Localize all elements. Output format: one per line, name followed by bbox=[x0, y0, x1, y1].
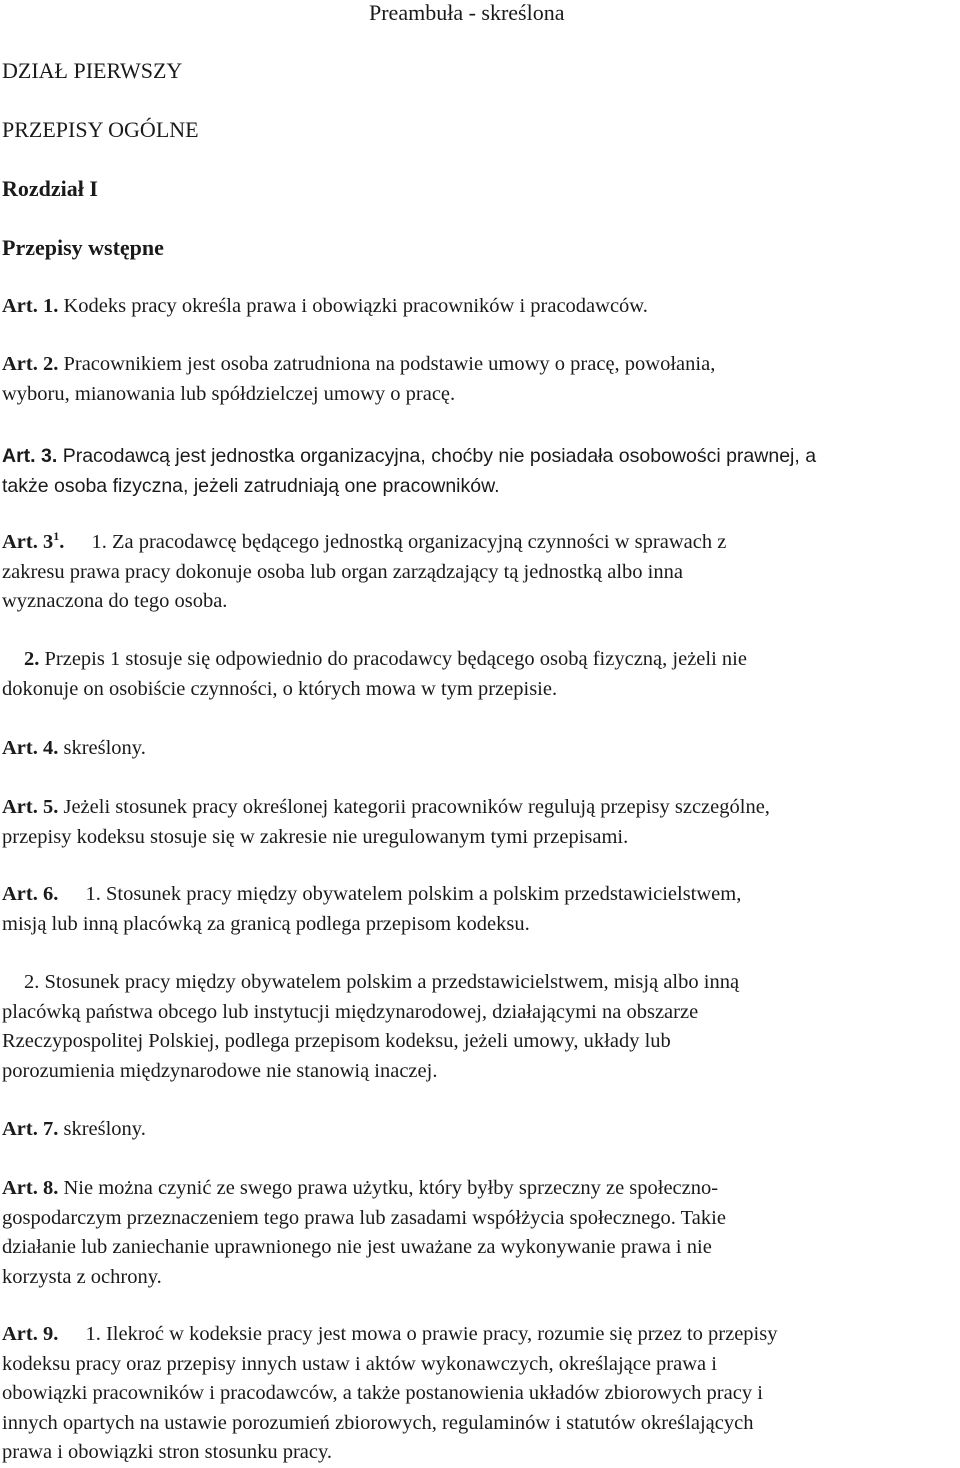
article-text: obowiązki pracowników i pracodawców, a także postanowienia układów zbiorowych pracy i bbox=[2, 1382, 763, 1404]
article-text: wyboru, mianowania lub spółdzielczej umowy o pracę. bbox=[2, 382, 456, 405]
article-text: przepisy kodeksu stosuje się w zakresie nie uregulowanym tymi przepisami. bbox=[2, 825, 629, 848]
article-text: Ilekroć w kodeksie pracy jest mowa o prawie pracy, rozumie się przez to przepisy bbox=[105, 1323, 778, 1345]
article-label: Art. 2. bbox=[2, 353, 59, 375]
article-label: Art. 9. bbox=[2, 1323, 59, 1345]
paragraph-text: Przepis 1 stosuje się odpowiednio do pracodawcy będącego osobą fizyczną, jeżeli nie bbox=[44, 648, 747, 670]
article-text: także osoba fizyczna, jeżeli zatrudniają one pracowników. bbox=[2, 474, 500, 497]
article-3-1-paragraph-2 bbox=[2, 645, 958, 704]
preamble-note: Preambuła - skreślona bbox=[369, 0, 565, 25]
paragraph-number: 1. bbox=[85, 883, 101, 905]
paragraph-text: Rzeczypospolitej Polskiej, podlega przepisom kodeksu, jeżeli umowy, układy lub bbox=[2, 1030, 671, 1052]
paragraph-text: Stosunek pracy między obywatelem polskim a polskim przedstawicielstwem, bbox=[105, 883, 742, 905]
paragraph-text: misją lub inną placówką za granicą podlega przepisom kodeksu. bbox=[2, 912, 530, 935]
article-1 bbox=[2, 292, 958, 322]
chapter-subtitle: Przepisy wstępne bbox=[2, 235, 164, 260]
article-text: skreślony. bbox=[63, 737, 146, 759]
paragraph-text: zakresu prawa pracy dokonuje osoba lub organ zarządzający tą jednostką albo inna bbox=[2, 560, 683, 583]
section-subtitle: PRZEPISY OGÓLNE bbox=[2, 117, 199, 142]
paragraph-text: dokonuje on osobiście czynności, o których mowa w tym przepisie. bbox=[2, 677, 558, 700]
paragraph-text: porozumienia międzynarodowe nie stanowią inaczej. bbox=[2, 1059, 438, 1082]
article-4 bbox=[2, 734, 958, 764]
article-text: Pracodawcą jest jednostka organizacyjna, choćby nie posiadała osobowości prawnej, a bbox=[62, 445, 817, 467]
paragraph-text: placówką państwa obcego lub instytucji międzynarodowej, działającymi na obszarze bbox=[2, 1000, 699, 1023]
article-9 bbox=[2, 1320, 958, 1468]
article-text: korzysta z ochrony. bbox=[2, 1265, 162, 1288]
paragraph-number: 1. bbox=[91, 531, 107, 553]
article-7 bbox=[2, 1115, 958, 1145]
paragraph-text: Za pracodawcę będącego jednostką organizacyjną czynności w sprawach z bbox=[111, 531, 727, 553]
article-text: Jeżeli stosunek pracy określonej kategorii pracowników regulują przepisy szczególne, bbox=[63, 796, 770, 818]
article-label: Art. 8. bbox=[2, 1177, 59, 1199]
article-label: Art. 7. bbox=[2, 1118, 59, 1140]
article-8 bbox=[2, 1174, 958, 1292]
paragraph-text: Stosunek pracy między obywatelem polskim a przedstawicielstwem, misją albo inną bbox=[44, 971, 740, 993]
article-text: kodeksu pracy oraz przepisy innych ustaw i aktów wykonawczych, określające prawa i bbox=[2, 1352, 717, 1375]
article-5 bbox=[2, 793, 958, 852]
paragraph-number: 2. bbox=[24, 648, 40, 670]
paragraph-number: 1. bbox=[85, 1323, 101, 1345]
paragraph-number: 2. bbox=[24, 971, 40, 993]
article-6 bbox=[2, 880, 958, 939]
section-title: DZIAŁ PIERWSZY bbox=[2, 58, 183, 83]
article-text: działanie lub zaniechanie uprawnionego nie jest uważane za wykonywanie prawa i nie bbox=[2, 1236, 712, 1258]
article-2 bbox=[2, 350, 958, 409]
article-label: Art. 1. bbox=[2, 295, 59, 317]
article-text: Pracownikiem jest osoba zatrudniona na podstawie umowy o pracę, powołania, bbox=[63, 353, 716, 375]
article-text: Kodeks pracy określa prawa i obowiązki pracowników i pracodawców. bbox=[63, 295, 648, 317]
article-text: Nie można czynić ze swego prawa użytku, który byłby sprzeczny ze społeczno- bbox=[63, 1177, 719, 1199]
article-label: Art. 4. bbox=[2, 737, 59, 759]
article-label bbox=[2, 531, 64, 553]
article-3 bbox=[2, 442, 958, 501]
article-label: Art. 3. bbox=[2, 445, 58, 467]
article-label-suffix: . bbox=[59, 531, 65, 553]
article-label: Art. 6. bbox=[2, 883, 59, 905]
article-superscript: 1 bbox=[53, 529, 60, 543]
chapter-title: Rozdział I bbox=[2, 176, 98, 201]
article-3-1 bbox=[2, 528, 958, 617]
article-text: skreślony. bbox=[63, 1118, 146, 1140]
article-6-paragraph-2 bbox=[2, 968, 958, 1086]
article-label: Art. 5. bbox=[2, 796, 59, 818]
paragraph-text: wyznaczona do tego osoba. bbox=[2, 590, 228, 612]
article-text: gospodarczym przeznaczeniem tego prawa lub zasadami współżycia społecznego. Takie bbox=[2, 1206, 726, 1229]
article-text: prawa i obowiązki stron stosunku pracy. bbox=[2, 1441, 333, 1463]
article-label-text: Art. 3 bbox=[2, 531, 54, 553]
article-text: innych opartych na ustawie porozumień zbiorowych, regulaminów i statutów określających bbox=[2, 1411, 754, 1434]
